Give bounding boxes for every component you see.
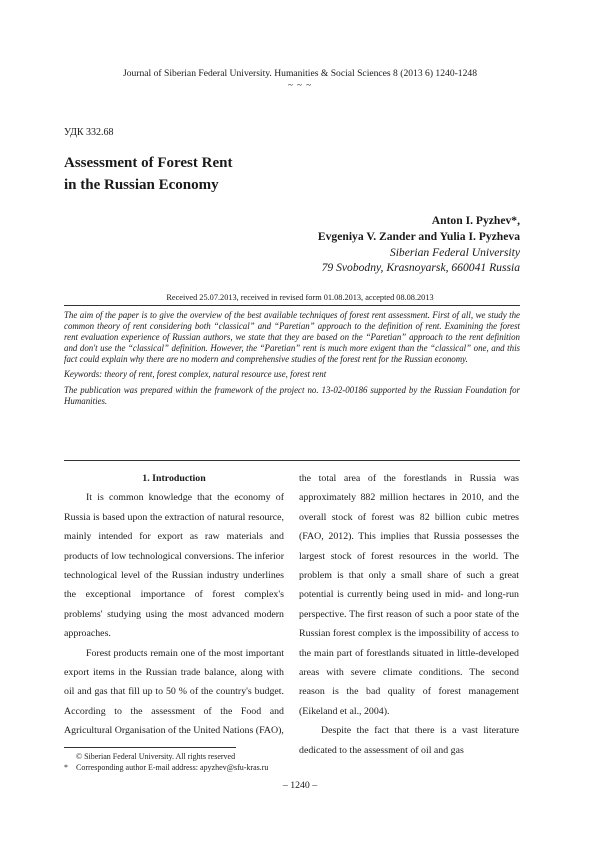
abstract-text: The aim of the paper is to give the overview of the best available techniques of forest rent assessment. First of all, we study the common theory of rent considering both “classical” and “Paretian” approach to the definition of rent. Examining the forest rent evaluation experience of Russian authors, we state that they are based on the “Paretian” approach to the rent definition and don't use the “classical” definition. However, the “Paretian” rent is much more exigent than the “classical” one, and this fact could explain why there are no modern and comprehensive studies of the forest rent for the Russian economy. xyxy=(64,310,520,365)
abstract-bottom-rule xyxy=(64,460,520,461)
paragraph: the total area of the forestlands in Russia was approximately 882 million hectares in 2010, and the overall stock of forest was 82 billion cubic metres (FAO, 2012). This implies that Russia possesses the largest stock of forest resources in the world. The problem is that only a small share of such a great potential is currently being used in mid- and long-run perspective. The first reason of such a poor state of the Russian forest complex is the impossibility of access to the main part of forestlands situated in little-developed areas with severe climate conditions. The second reason is the bad quality of forest management (Eikeland et al., 2004). xyxy=(299,473,519,717)
received-dates: Received 25.07.2013, received in revised form 01.08.2013, accepted 08.08.2013 xyxy=(166,293,434,302)
page-number: – 1240 – xyxy=(282,780,318,791)
title-line-2: in the Russian Economy xyxy=(64,176,219,193)
udk-code: УДК 332.68 xyxy=(64,127,114,138)
author-block xyxy=(318,213,520,276)
footnote-text: Corresponding author E-mail address: apyzhev@sfu-kras.ru xyxy=(76,763,269,772)
paragraph: Forest products remain one of the most important export items in the Russian trade balance, along with oil and gas that fill up to 50 % of the country's budget. According to the assessment of the Food and Agricultural Organisation of the United Nations (FAO), xyxy=(64,647,284,737)
address: 79 Svobodny, Krasnoyarsk, 660041 Russia xyxy=(321,261,520,275)
paragraph: Despite the fact that there is a vast literature dedicated to the assessment of oil and gas xyxy=(299,725,519,756)
copyright-footnote: © Siberian Federal University. All rights reserved xyxy=(76,752,236,761)
abstract xyxy=(64,310,520,411)
footnote-marker: * xyxy=(64,763,68,772)
corresponding-author-footnote xyxy=(64,762,268,773)
affiliation: Siberian Federal University xyxy=(389,245,520,259)
authors-line-2: Evgeniya V. Zander and Yulia I. Pyzheva xyxy=(317,229,520,243)
header-ornament: ~ ~ ~ xyxy=(287,80,313,90)
keywords: Keywords: theory of rent, forest complex, natural resource use, forest rent xyxy=(64,369,327,380)
title-line-1: Assessment of Forest Rent xyxy=(64,155,233,171)
paragraph: It is common knowledge that the economy of Russia is based upon the extraction of natural resource, mainly intended for export as raw materials and products of low technological conversions. The inferior technological level of the Russian industry underlines the exceptional importance of forest complex's problems' studying using the most advanced modern approaches. xyxy=(64,492,284,640)
body-column-left xyxy=(64,469,284,741)
body-column-right xyxy=(299,469,519,760)
paper-title xyxy=(64,153,232,196)
section-heading: 1. Introduction xyxy=(142,473,206,484)
authors-line-1: Anton I. Pyzhev*, xyxy=(431,214,520,227)
footnote-rule xyxy=(64,747,236,748)
abstract-top-rule xyxy=(64,305,520,306)
funding-note: The publication was prepared within the framework of the project no. 13-02-00186 supported by the Russian Foundation for Humanities. xyxy=(64,384,520,406)
journal-header: Journal of Siberian Federal University. Humanities & Social Sciences 8 (2013 6) 1240-1248 xyxy=(122,68,477,79)
